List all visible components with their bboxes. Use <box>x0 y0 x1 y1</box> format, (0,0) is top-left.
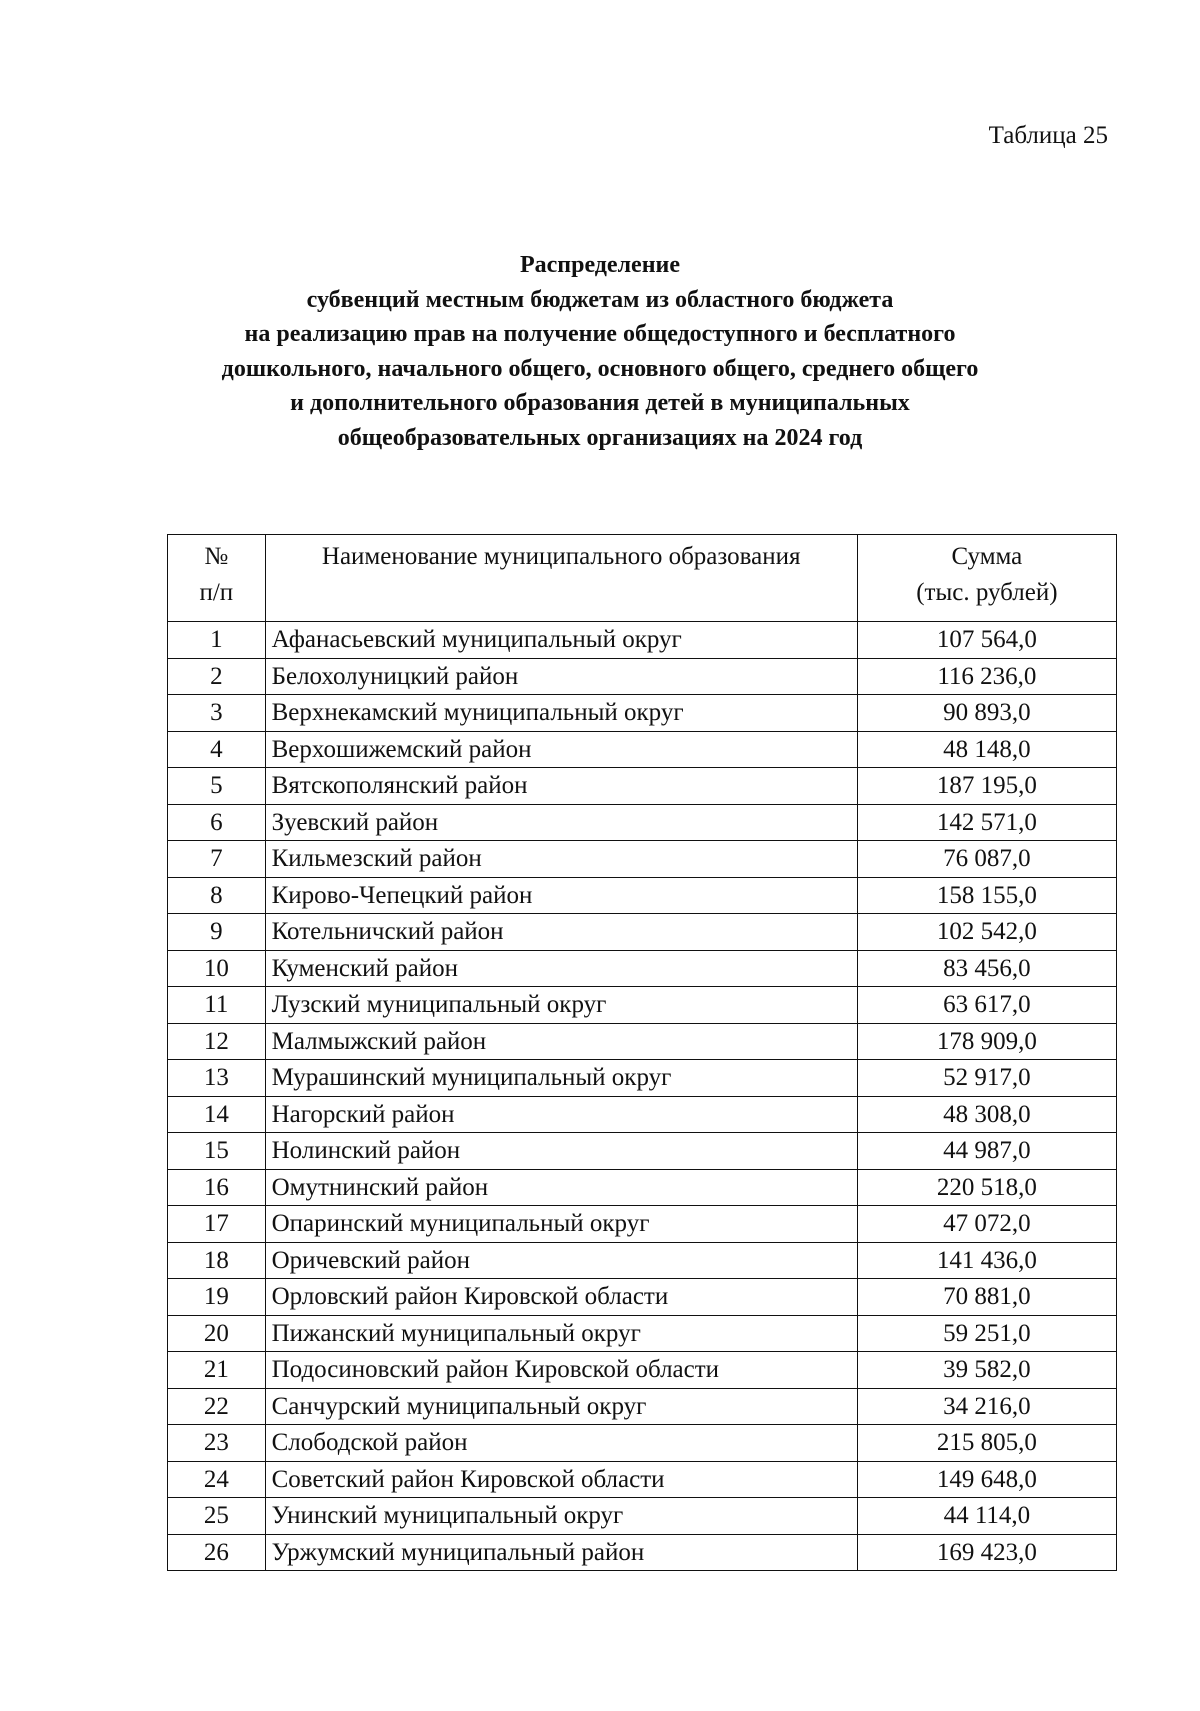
table-row <box>168 1096 1117 1133</box>
title-line: общеобразовательных организациях на 2024 год <box>337 424 863 451</box>
municipality-name: Лузский муниципальный округ <box>265 987 857 1024</box>
municipality-name: Белохолуницкий район <box>265 658 857 695</box>
municipality-name: Санчурский муниципальный округ <box>265 1388 857 1425</box>
row-number: 24 <box>168 1461 266 1498</box>
amount-value: 39 582,0 <box>857 1352 1116 1389</box>
table-row <box>168 1023 1117 1060</box>
row-number: 6 <box>168 804 266 841</box>
municipality-name: Зуевский район <box>265 804 857 841</box>
title-line: и дополнительного образования детей в муниципальных <box>290 390 910 416</box>
amount-value: 70 881,0 <box>857 1279 1116 1316</box>
municipality-name: Советский район Кировской области <box>265 1461 857 1498</box>
municipality-name: Кильмезский район <box>265 841 857 878</box>
row-number: 19 <box>168 1279 266 1316</box>
amount-value: 187 195,0 <box>857 768 1116 805</box>
amount-value: 47 072,0 <box>857 1206 1116 1243</box>
table-row <box>168 622 1117 659</box>
row-number: 13 <box>168 1060 266 1097</box>
row-number: 3 <box>168 695 266 732</box>
amount-value: 83 456,0 <box>857 950 1116 987</box>
header-amount: Сумма (тыс. рублей) <box>857 535 1116 622</box>
table-row <box>168 950 1117 987</box>
amount-value: 48 148,0 <box>857 731 1116 768</box>
municipality-name: Унинский муниципальный округ <box>265 1498 857 1535</box>
amount-value: 158 155,0 <box>857 877 1116 914</box>
row-number: 1 <box>168 622 266 659</box>
table-header-row <box>168 535 1117 622</box>
table-row <box>168 768 1117 805</box>
table-row <box>168 1169 1117 1206</box>
table-row <box>168 987 1117 1024</box>
amount-value: 102 542,0 <box>857 914 1116 951</box>
municipality-name: Пижанский муниципальный округ <box>265 1315 857 1352</box>
table-row <box>168 1352 1117 1389</box>
amount-value: 59 251,0 <box>857 1315 1116 1352</box>
municipality-name: Омутнинский район <box>265 1169 857 1206</box>
table-row <box>168 695 1117 732</box>
table-row <box>168 1279 1117 1316</box>
amount-value: 76 087,0 <box>857 841 1116 878</box>
row-number: 23 <box>168 1425 266 1462</box>
row-number: 22 <box>168 1388 266 1425</box>
title-line: на реализацию прав на получение общедоступного и бесплатного <box>244 321 956 347</box>
amount-value: 142 571,0 <box>857 804 1116 841</box>
table-row <box>168 914 1117 951</box>
municipality-name: Подосиновский район Кировской области <box>265 1352 857 1389</box>
table-row <box>168 1242 1117 1279</box>
table-row <box>168 1461 1117 1498</box>
document-title <box>150 248 1050 455</box>
amount-value: 149 648,0 <box>857 1461 1116 1498</box>
municipality-name: Мурашинский муниципальный округ <box>265 1060 857 1097</box>
row-number: 15 <box>168 1133 266 1170</box>
amount-value: 90 893,0 <box>857 695 1116 732</box>
header-number: № п/п <box>168 535 266 622</box>
municipality-name: Кирово-Чепецкий район <box>265 877 857 914</box>
amount-value: 169 423,0 <box>857 1534 1116 1571</box>
amount-value: 178 909,0 <box>857 1023 1116 1060</box>
table-row <box>168 841 1117 878</box>
amount-value: 116 236,0 <box>857 658 1116 695</box>
table-row <box>168 658 1117 695</box>
amount-value: 107 564,0 <box>857 622 1116 659</box>
municipality-name: Опаринский муниципальный округ <box>265 1206 857 1243</box>
municipality-name: Малмыжский район <box>265 1023 857 1060</box>
distribution-table <box>167 534 1117 1571</box>
amount-value: 52 917,0 <box>857 1060 1116 1097</box>
table-number-label: Таблица 25 <box>988 122 1108 149</box>
title-line: дошкольного, начального общего, основного общего, среднего общего <box>221 355 979 382</box>
municipality-name: Нолинский район <box>265 1133 857 1170</box>
municipality-name: Куменский район <box>265 950 857 987</box>
table-row <box>168 1498 1117 1535</box>
municipality-name: Слободской район <box>265 1425 857 1462</box>
table-row <box>168 1060 1117 1097</box>
municipality-name: Верхошижемский район <box>265 731 857 768</box>
table-row <box>168 1315 1117 1352</box>
table-row <box>168 804 1117 841</box>
title-line: субвенций местным бюджетам из областного бюджета <box>306 286 894 313</box>
title-line: Распределение <box>519 252 681 278</box>
table-row <box>168 1133 1117 1170</box>
amount-value: 141 436,0 <box>857 1242 1116 1279</box>
amount-value: 44 987,0 <box>857 1133 1116 1170</box>
table-row <box>168 1425 1117 1462</box>
row-number: 2 <box>168 658 266 695</box>
row-number: 18 <box>168 1242 266 1279</box>
row-number: 8 <box>168 877 266 914</box>
municipality-name: Котельничский район <box>265 914 857 951</box>
amount-value: 34 216,0 <box>857 1388 1116 1425</box>
row-number: 5 <box>168 768 266 805</box>
amount-value: 220 518,0 <box>857 1169 1116 1206</box>
row-number: 10 <box>168 950 266 987</box>
municipality-name: Оричевский район <box>265 1242 857 1279</box>
municipality-name: Верхнекамский муниципальный округ <box>265 695 857 732</box>
municipality-name: Орловский район Кировской области <box>265 1279 857 1316</box>
municipality-name: Афанасьевский муниципальный округ <box>265 622 857 659</box>
table-row <box>168 877 1117 914</box>
municipality-name: Вятскополянский район <box>265 768 857 805</box>
header-municipality-name: Наименование муниципального образования <box>265 535 857 622</box>
row-number: 25 <box>168 1498 266 1535</box>
table-row <box>168 1388 1117 1425</box>
amount-value: 215 805,0 <box>857 1425 1116 1462</box>
row-number: 4 <box>168 731 266 768</box>
amount-value: 63 617,0 <box>857 987 1116 1024</box>
row-number: 20 <box>168 1315 266 1352</box>
row-number: 9 <box>168 914 266 951</box>
municipality-name: Уржумский муниципальный район <box>265 1534 857 1571</box>
row-number: 14 <box>168 1096 266 1133</box>
table-body <box>168 622 1117 1571</box>
table-row <box>168 1534 1117 1571</box>
row-number: 11 <box>168 987 266 1024</box>
row-number: 17 <box>168 1206 266 1243</box>
row-number: 7 <box>168 841 266 878</box>
amount-value: 44 114,0 <box>857 1498 1116 1535</box>
row-number: 12 <box>168 1023 266 1060</box>
row-number: 26 <box>168 1534 266 1571</box>
row-number: 21 <box>168 1352 266 1389</box>
row-number: 16 <box>168 1169 266 1206</box>
table-row <box>168 1206 1117 1243</box>
table-row <box>168 731 1117 768</box>
municipality-name: Нагорский район <box>265 1096 857 1133</box>
amount-value: 48 308,0 <box>857 1096 1116 1133</box>
